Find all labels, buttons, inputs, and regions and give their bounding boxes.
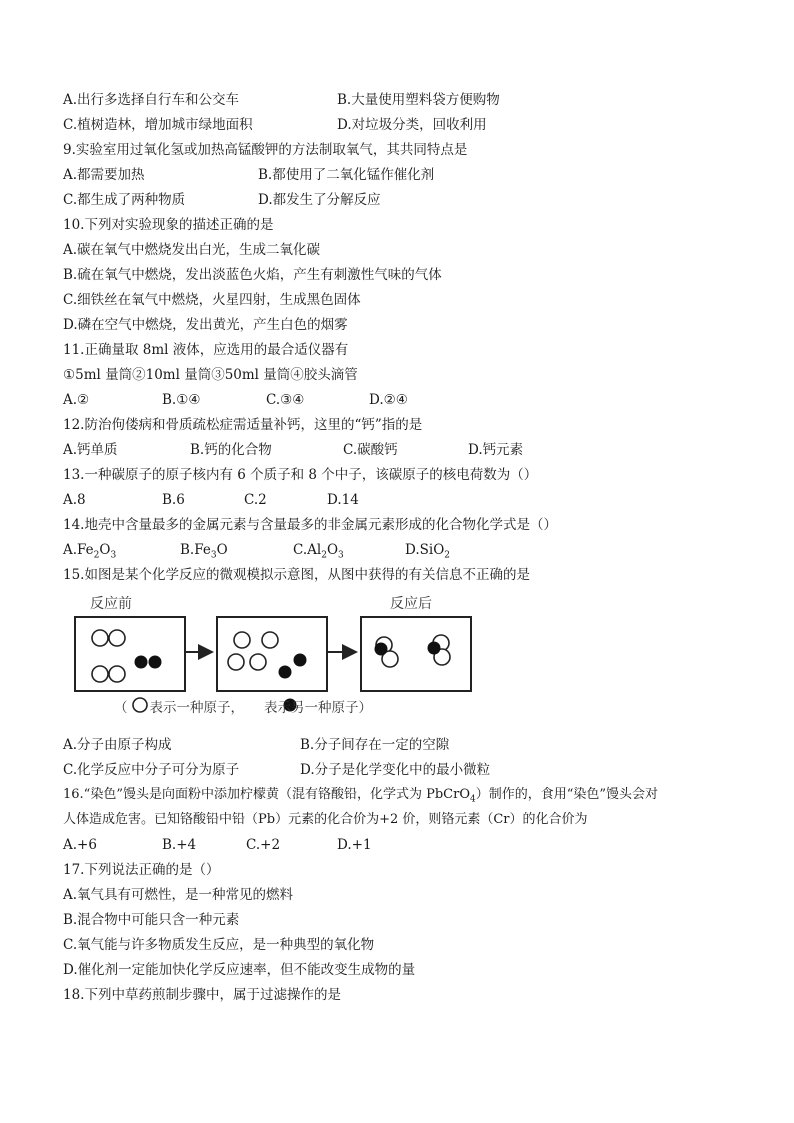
q10-stem: 10.下列对实验现象的描述正确的是 bbox=[63, 217, 274, 233]
q17-option-b: B.混合物中可能只含一种元素 bbox=[63, 912, 240, 928]
q9-option-a: A.都需要加热 bbox=[63, 167, 145, 183]
q10-option-b: B.硫在氧气中燃烧，发出淡蓝色火焰，产生有刺激性气味的气体 bbox=[63, 267, 442, 283]
q12-option-a: A.钙单质 bbox=[63, 442, 118, 458]
q9-option-d: D.都发生了分解反应 bbox=[258, 192, 381, 208]
q8-option-d: D.对垃圾分类，回收利用 bbox=[337, 117, 487, 133]
diagram-caption: （ 表示一种原子， 表示另一种原子） bbox=[114, 700, 372, 716]
q15-option-d: D.分子是化学变化中的最小微粒 bbox=[300, 762, 491, 778]
q17-stem: 17.下列说法正确的是（） bbox=[63, 862, 220, 878]
q16-stem-line1: 16.“染色”馒头是向面粉中添加柠檬黄（混有铬酸铅，化学式为 PbCrO$_4$）制作的，食用“染色”馒头会对 bbox=[63, 787, 659, 805]
q15-option-b: B.分子间存在一定的空隙 bbox=[300, 737, 450, 753]
q9-option-b: B.都使用了二氧化锰作催化剂 bbox=[258, 167, 435, 183]
q17-option-a: A.氧气具有可燃性，是一种常见的燃料 bbox=[63, 887, 294, 903]
q14-option-a: $A.Fe_2O_3$ bbox=[63, 542, 117, 561]
q11-option-c: C.③④ bbox=[266, 392, 305, 408]
q16-stem-line2: 人体造成危害。已知铬酸铅中铅（Pb）元素的化合价为+2 价，则铬元素（Cr）的化合价为 bbox=[63, 812, 588, 827]
q11-option-d: D.②④ bbox=[369, 392, 408, 408]
q17-option-d: D.催化剂一定能加快化学反应速率，但不能改变生成物的量 bbox=[63, 962, 416, 978]
q15-option-a: A.分子由原子构成 bbox=[63, 737, 172, 753]
q8-option-a: A.出行多选择自行车和公交车 bbox=[63, 92, 240, 108]
q11-stem: 11.正确量取 8ml 液体，应选用的最合适仪器有 bbox=[63, 342, 349, 358]
q11-option-a: A.② bbox=[63, 392, 90, 408]
q15-option-c: C.化学反应中分子可分为原子 bbox=[63, 762, 240, 778]
q15-stem: 15.如图是某个化学反应的微观模拟示意图，从图中获得的有关信息不正确的是 bbox=[63, 567, 530, 583]
q17-option-c: C.氧气能与许多物质发生反应，是一种典型的氧化物 bbox=[63, 937, 375, 953]
after-label: 反应后 bbox=[390, 596, 432, 612]
q8-option-c: C.植树造林，增加城市绿地面积 bbox=[63, 117, 253, 133]
q12-option-b: B.钙的化合物 bbox=[190, 442, 272, 458]
q11-option-b: B.①④ bbox=[162, 392, 201, 408]
before-label: 反应前 bbox=[90, 596, 132, 612]
reaction-diagram bbox=[62, 590, 482, 725]
q9-stem: 9.实验室用过氧化氢或加热高锰酸钾的方法制取氧气，其共同特点是 bbox=[63, 142, 468, 158]
q16-option-b: B.+4 bbox=[162, 837, 197, 853]
q10-option-c: C.细铁丝在氧气中燃烧，火星四射，生成黑色固体 bbox=[63, 292, 361, 308]
q18-stem: 18.下列中草药煎制步骤中，属于过滤操作的是 bbox=[63, 987, 341, 1003]
q11-items: ①5ml 量筒②10ml 量筒③50ml 量筒④胶头滴管 bbox=[63, 367, 358, 383]
q9-option-c: C.都生成了两种物质 bbox=[63, 192, 186, 208]
q14-option-c: $C.Al_2O_3$ bbox=[293, 542, 344, 561]
q16-option-c: C.+2 bbox=[246, 837, 281, 853]
q12-stem: 12.防治佝偻病和骨质疏松症需适量补钙，这里的“钙”指的是 bbox=[63, 417, 423, 433]
q10-option-a: A.碳在氧气中燃烧发出白光，生成二氧化碳 bbox=[63, 242, 321, 258]
before-molecules bbox=[92, 630, 162, 682]
q14-stem: 14.地壳中含量最多的金属元素与含量最多的非金属元素形成的化合物化学式是（） bbox=[63, 517, 557, 533]
q16-option-d: D.+1 bbox=[337, 837, 372, 853]
after-molecules bbox=[375, 635, 451, 667]
q16-option-a: A.+6 bbox=[63, 837, 97, 853]
q10-option-d: D.磷在空气中燃烧，发出黄光，产生白色的烟雾 bbox=[63, 317, 348, 333]
q12-option-d: D.钙元素 bbox=[468, 442, 524, 458]
q13-option-b: B.6 bbox=[162, 492, 185, 508]
q12-option-c: C.碳酸钙 bbox=[343, 442, 398, 458]
q14-option-d: D.SiO$_2$ bbox=[405, 542, 451, 561]
q13-option-c: C.2 bbox=[244, 492, 267, 508]
q13-option-a: A.8 bbox=[63, 492, 86, 508]
q14-option-b: $B.Fe_3O$ bbox=[180, 542, 228, 561]
q13-stem: 13.一种碳原子的原子核内有 6 个质子和 8 个中子，该碳原子的核电荷数为（） bbox=[63, 467, 538, 483]
middle-atoms bbox=[228, 632, 307, 679]
q13-option-d: D.14 bbox=[327, 492, 359, 508]
q8-option-b: B.大量使用塑料袋方便购物 bbox=[337, 92, 500, 108]
